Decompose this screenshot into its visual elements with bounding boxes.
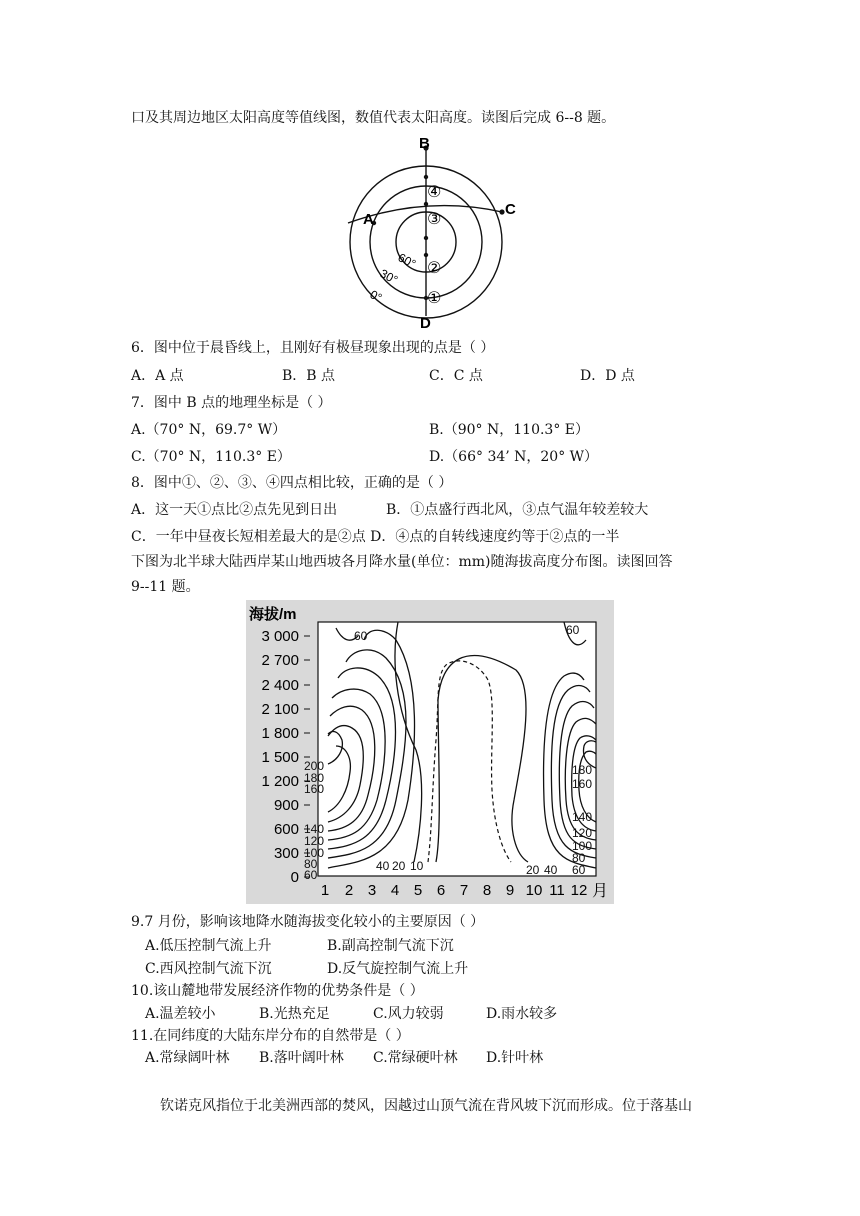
left-label: 60 [304, 868, 318, 882]
left-label: 160 [304, 782, 325, 796]
contour-label-30: 30° [377, 266, 401, 288]
q6-option-a: A．A 点 [131, 368, 184, 384]
left-label: 180 [304, 771, 325, 785]
right-label: 140 [572, 810, 593, 824]
q9-option-d: D.反气旋控制气流上升 [327, 961, 469, 977]
q8-stem: 8．图中①、②、③、④四点相比较，正确的是（ ） [131, 475, 453, 491]
y-tick: 2 400 [261, 677, 299, 694]
right-label: 180 [572, 763, 593, 777]
q10-option-a: A.温差较小 [145, 1006, 216, 1022]
x-tick: 1 [320, 882, 330, 899]
x-tick: 4 [390, 882, 400, 899]
right-label: 120 [572, 826, 593, 840]
q7-option-d: D.（66° 34’ N，20° W） [429, 449, 599, 465]
left-label: 120 [304, 834, 325, 848]
q7-option-a: A.（70° N，69.7° W） [131, 422, 287, 438]
q9-option-a: A.低压控制气流上升 [145, 938, 272, 954]
q8-option-b: B．①点盛行西北风，③点气温年较差较大 [386, 502, 649, 518]
y-tick: 600 [273, 821, 299, 838]
x-tick: 3 [367, 882, 377, 899]
left-label: 140 [304, 822, 325, 836]
point-1: ① [427, 290, 442, 307]
x-tick: 12 [570, 882, 588, 899]
q10-option-d: D.雨水较多 [486, 1006, 558, 1022]
x-tick: 6 [436, 882, 446, 899]
q10-stem: 10.该山麓地带发展经济作物的优势条件是（ ） [131, 983, 424, 999]
x-tick: 11 [549, 882, 565, 899]
y-tick: 900 [273, 797, 299, 814]
q9-stem: 9.7 月份，影响该地降水随海拔变化较小的主要原因（ ） [131, 914, 485, 930]
label-C: C [505, 201, 516, 218]
x-tick: 7 [459, 882, 469, 899]
y-axis-title: 海拔/m [249, 606, 297, 623]
q11-option-b: B.落叶阔叶林 [259, 1050, 344, 1066]
right-label: 60 [572, 863, 586, 877]
precipitation-contour-figure [246, 600, 614, 904]
contour-label-0: 0° [367, 287, 385, 306]
q9-option-b: B.副高控制气流下沉 [327, 938, 454, 954]
sun-altitude-figure [340, 135, 530, 335]
q7-stem: 7．图中 B 点的地理坐标是（ ） [131, 395, 332, 411]
q7-option-c: C.（70° N，110.3° E） [131, 449, 291, 465]
left-label: 80 [304, 857, 318, 871]
x-axis-unit: 月 [592, 883, 609, 900]
right-label: 100 [572, 839, 593, 853]
y-tick: 0 [290, 869, 299, 886]
q7-option-b: B.（90° N，110.3° E） [429, 422, 590, 438]
right-label: 80 [572, 851, 586, 865]
y-tick: 1 200 [261, 773, 299, 790]
bottom-label: 20 [526, 863, 540, 877]
label-A: A [363, 211, 374, 228]
bottom-label: 40 [544, 863, 558, 877]
intro-line: 口及其周边地区太阳高度等值线图，数值代表太阳高度。读图后完成 6--8 题。 [131, 110, 616, 126]
q11-stem: 11.在同纬度的大陆东岸分布的自然带是（ ） [131, 1028, 410, 1044]
y-tick: 2 100 [261, 701, 299, 718]
left-label: 200 [304, 759, 325, 773]
label-B: B [419, 135, 430, 152]
q8-option-cd: C．一年中昼夜长短相差最大的是②点 D．④点的自转线速度约等于②点的一半 [131, 529, 620, 545]
point-4: ④ [427, 184, 442, 201]
x-tick: 8 [482, 882, 492, 899]
label-D: D [420, 315, 431, 332]
x-tick: 2 [344, 882, 354, 899]
left-label: 100 [304, 846, 325, 860]
y-tick: 1 800 [261, 725, 299, 742]
point-2: ② [427, 260, 442, 277]
q9-option-c: C.西风控制气流下沉 [145, 961, 272, 977]
y-tick: 2 700 [261, 652, 299, 669]
q6-option-c: C．C 点 [429, 368, 483, 384]
x-tick: 5 [413, 882, 423, 899]
y-tick: 1 500 [261, 749, 299, 766]
q6-stem: 6．图中位于晨昏线上，且刚好有极昼现象出现的点是（ ） [131, 340, 495, 356]
top-label: 60 [354, 629, 368, 643]
bottom-label: 10 [410, 859, 424, 873]
point-3: ③ [427, 211, 442, 228]
top-label: 60 [566, 623, 580, 637]
intro2-line2: 9--11 题。 [131, 579, 200, 595]
q10-option-c: C.风力较弱 [373, 1006, 444, 1022]
bottom-label: 20 [392, 859, 406, 873]
q10-option-b: B.光热充足 [259, 1006, 330, 1022]
q11-option-d: D.针叶林 [486, 1050, 544, 1066]
q11-option-c: C.常绿硬叶林 [373, 1050, 458, 1066]
intro2-line1: 下图为北半球大陆西岸某山地西坡各月降水量(单位：mm)随海拔高度分布图。读图回答 [131, 554, 673, 570]
y-tick: 300 [273, 845, 299, 862]
x-tick: 10 [525, 882, 543, 899]
x-tick: 9 [505, 882, 515, 899]
bottom-label: 40 [376, 859, 390, 873]
right-label: 160 [572, 777, 593, 791]
y-tick: 3 000 [261, 628, 299, 645]
contour-label-60: 60° [395, 250, 419, 272]
last-paragraph-line: 钦诺克风指位于北美洲西部的焚风，因越过山顶气流在背风坡下沉而形成。位于落基山 [160, 1098, 692, 1114]
q8-option-a: A．这一天①点比②点先见到日出 [131, 502, 338, 518]
q6-option-d: D．D 点 [580, 368, 635, 384]
q6-option-b: B．B 点 [282, 368, 336, 384]
q11-option-a: A.常绿阔叶林 [145, 1050, 230, 1066]
